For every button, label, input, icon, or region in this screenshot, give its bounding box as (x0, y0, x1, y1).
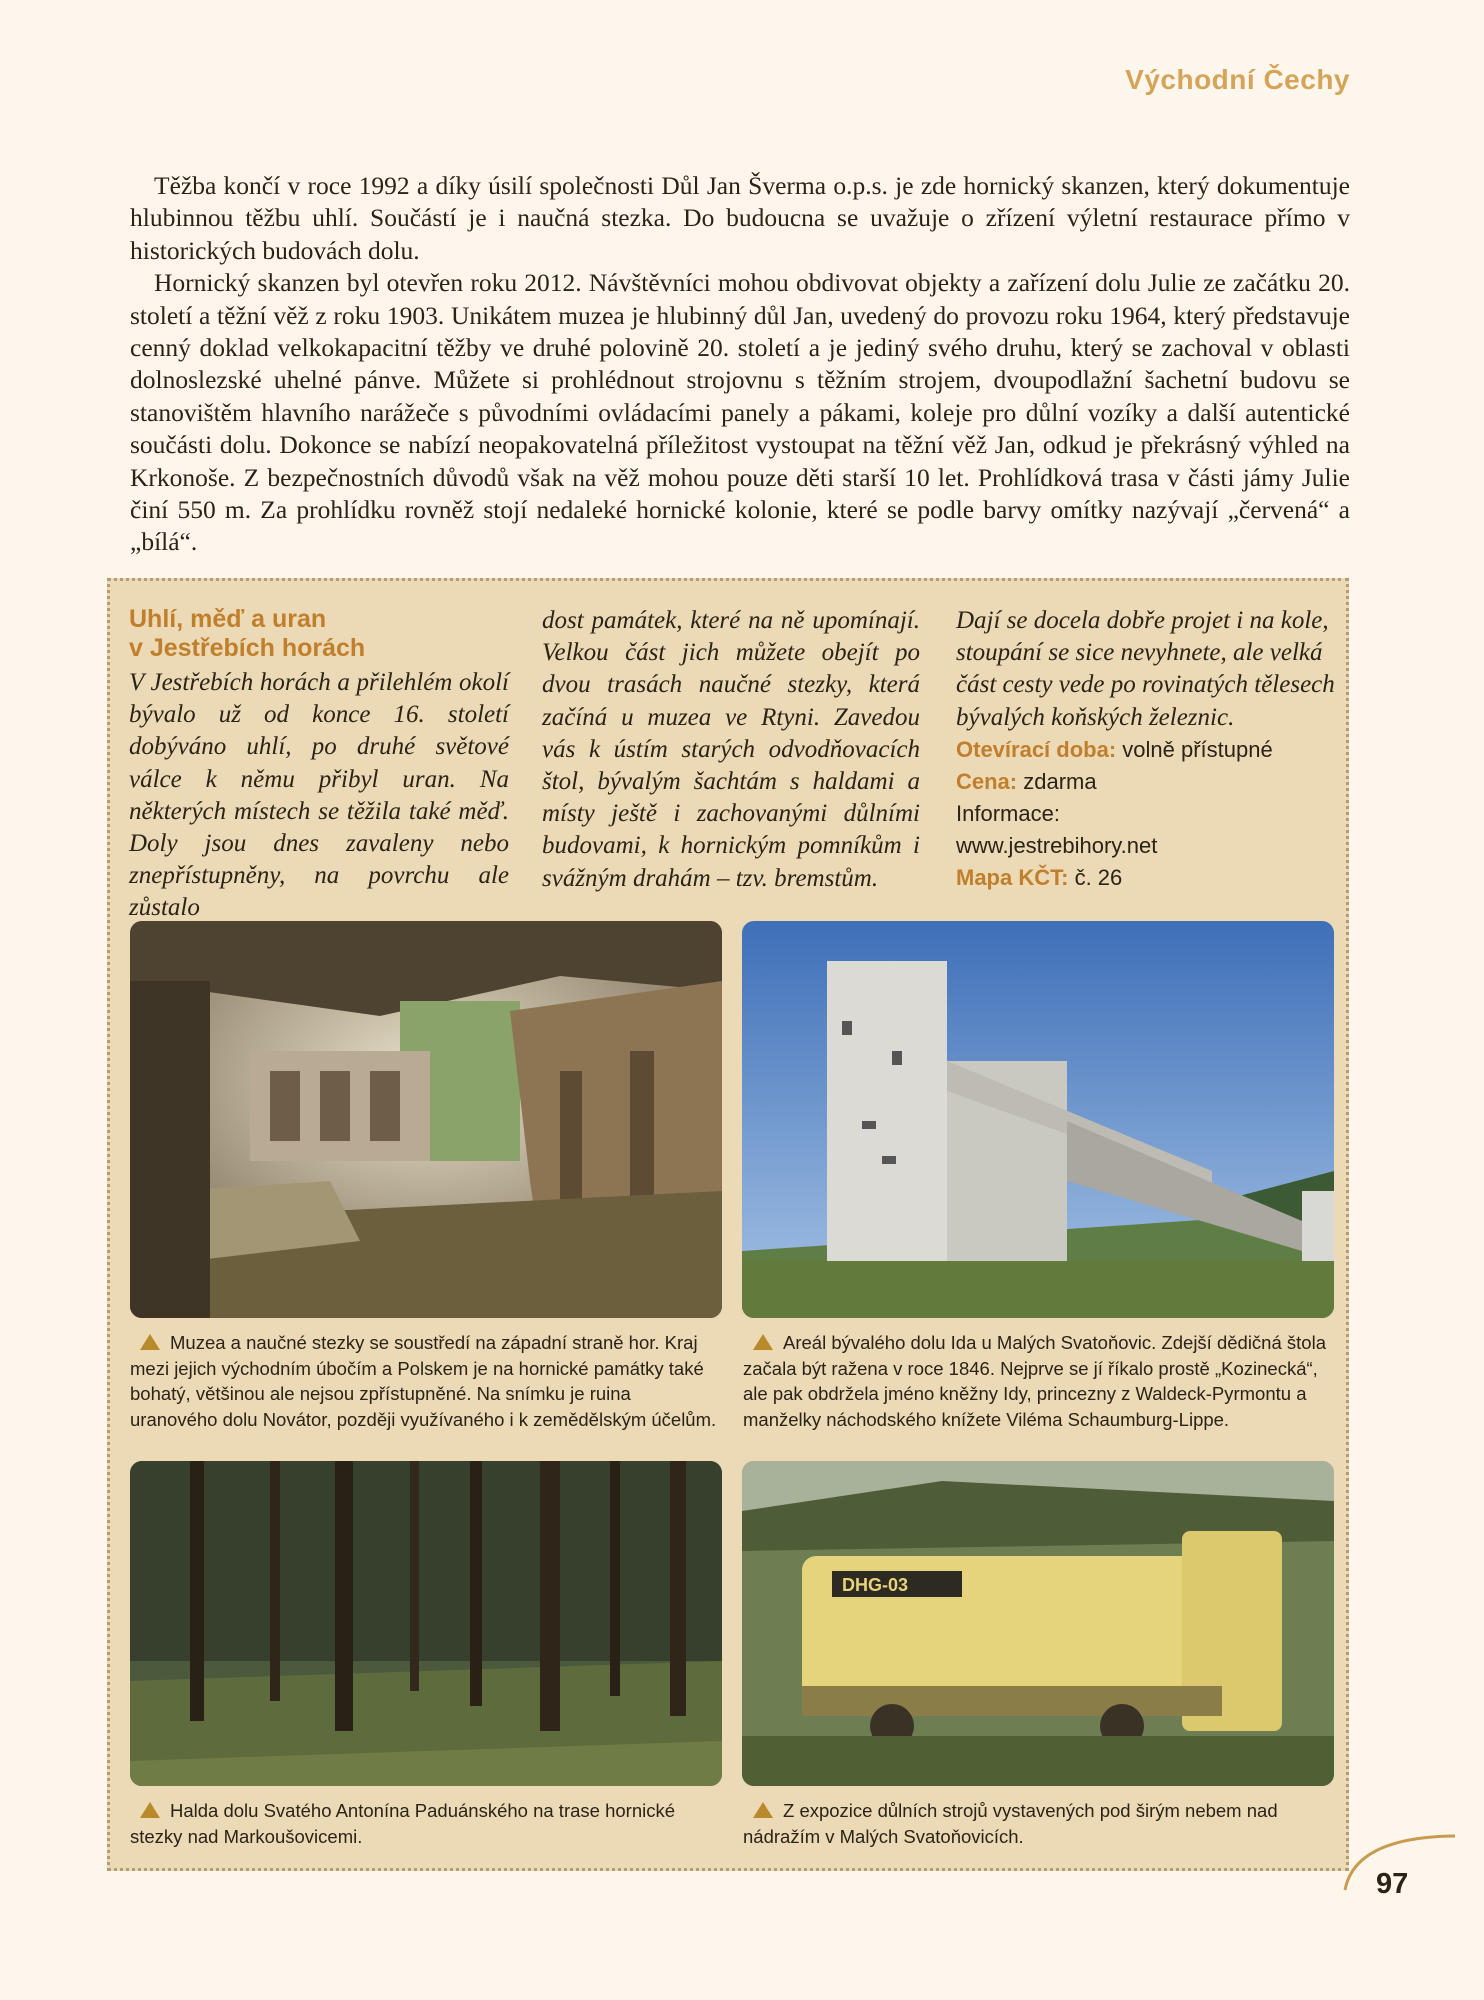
info-price (956, 766, 1341, 798)
box-title-line-1: Uhlí, měď a uran (129, 605, 327, 633)
caption-photo-1 (130, 1330, 720, 1432)
box-title (129, 605, 509, 663)
info-price-label: Cena: (956, 768, 1018, 794)
box-column-3-text: Dají se docela dobře projet i na kole, stoupání se sice nevyhnete, ale velká část cesty vede po rovinatých tělesech bývalých koňských železnic. (956, 607, 1335, 731)
triangle-marker-icon (140, 1802, 160, 1818)
info-label: Informace: (956, 800, 1060, 826)
box-title-line-2: v Jestřebích horách (129, 634, 366, 662)
info-url: www.jestrebihory.net (956, 832, 1158, 858)
photo-forest-halda (130, 1461, 722, 1786)
caption-photo-3 (130, 1798, 720, 1849)
photo-ruin-novator (130, 921, 722, 1318)
caption-3-text: Halda dolu Svatého Antonína Paduánského na trase hornické stezky nad Markoušovicemi. (130, 1800, 676, 1847)
info-map-label: Mapa KČT: (956, 864, 1069, 890)
info-price-value: zdarma (1017, 768, 1097, 794)
box-column-1 (129, 605, 509, 925)
info-hours-value: volně přístupné (1116, 736, 1273, 762)
intro-text (130, 170, 1350, 559)
caption-photo-4 (743, 1798, 1333, 1849)
info-map (956, 862, 1341, 894)
caption-photo-2 (743, 1330, 1333, 1432)
triangle-marker-icon (753, 1802, 773, 1818)
info-hours (956, 734, 1341, 766)
caption-2-text: Areál bývalého dolu Ida u Malých Svatoňovic. Zdejší dědičná štola začala být ražena v roce 1846. Nejprve se jí říkalo prostě „Kozinecká“, ale pak obdržela jméno kněžny Idy, princezny z Waldeck-Pyrmontu a manželky náchodského knížete Viléma Schaumburg-Lippe. (743, 1332, 1326, 1430)
info-hours-label: Otevírací doba: (956, 736, 1117, 762)
page-number: 97 (1376, 1868, 1409, 1900)
box-column-1-text: V Jestřebích horách a přilehlém okolí bývalo už od konce 16. století dobýváno uhlí, po druhé světové válce k němu přibyl uran. Na některých místech se těžila také měď. Doly jsou dnes zavaleny nebo znepřístupněny, na povrchu ale zůstalo (129, 669, 509, 922)
triangle-marker-icon (753, 1334, 773, 1350)
box-column-3 (956, 605, 1341, 894)
box-column-2-text: dost památek, které na ně upomínají. Velkou část jich můžete obejít po dvou trasách naučné stezky, která začíná u muzea ve Rtyni. Zavedou vás k ústím starých odvodňovacích štol, bývalým šachtám s haldami a místy ještě i zachovanými důlními budovami, k hornickým pomníkům i svážným drahám – tzv. bremstům. (542, 607, 920, 892)
intro-paragraph-2: Hornický skanzen byl otevřen roku 2012. Návštěvníci mohou obdivovat objekty a zařízení dolu Julie ze začátku 20. století a těžní věž z roku 1903. Unikátem muzea je hlubinný důl Jan, uvedený do provozu roku 1964, který představuje cenný doklad velkokapacitní těžby ve druhé polovině 20. století a je jediný svého druhu, který se zachoval v oblasti dolnoslezské uhelné pánve. Můžete si prohlédnout strojovnu s těžním strojem, dvoupodlažní šachetní budovu se stanovištěm hlavního narážeče s původními ovládacími panely a pákami, koleje pro důlní vozíky a další autentické součásti dolu. Dokonce se nabízí neopakovatelná příležitost vystoupat na těžní věž Jan, odkud je překrásný výhled na Krkonoše. Z bezpečnostních důvodů však na věž mohou pouze děti starší 10 let. Prohlídková trasa v části jámy Julie činí 550 m. Za prohlídku rovněž stojí nedaleké hornické kolonie, které se podle barvy omítky nazývají „červená“ a „bílá“. (130, 268, 1350, 557)
caption-4-text: Z expozice důlních strojů vystavených pod širým nebem nad nádražím v Malých Svatoňovicích. (743, 1800, 1278, 1847)
photo-mining-locomotive (742, 1461, 1334, 1786)
intro-paragraph-1: Těžba končí v roce 1992 a díky úsilí společnosti Důl Jan Šverma o.p.s. je zde hornický skanzen, který dokumentuje hlubinnou těžbu uhlí. Součástí je i naučná stezka. Do budoucna se uvažuje o zřízení výletní restaurace přímo v historických budovách dolu. (130, 171, 1350, 265)
practical-info (956, 734, 1341, 894)
photo-mine-ida (742, 921, 1334, 1318)
loco-number: DHG-03 (842, 1575, 909, 1595)
triangle-marker-icon (140, 1334, 160, 1350)
info-map-value: č. 26 (1068, 864, 1123, 890)
caption-1-text: Muzea a naučné stezky se soustředí na západní straně hor. Kraj mezi jejich východním úbočím a Polskem je na hornické památky také bohatý, většinou ale nejsou zpřístupněné. Na snímku je ruina uranového dolu Novátor, později využívaného i k zemědělským účelům. (130, 1332, 717, 1430)
section-header: Východní Čechy (1125, 64, 1350, 95)
box-column-2 (542, 605, 920, 895)
info-box (107, 578, 1349, 1871)
